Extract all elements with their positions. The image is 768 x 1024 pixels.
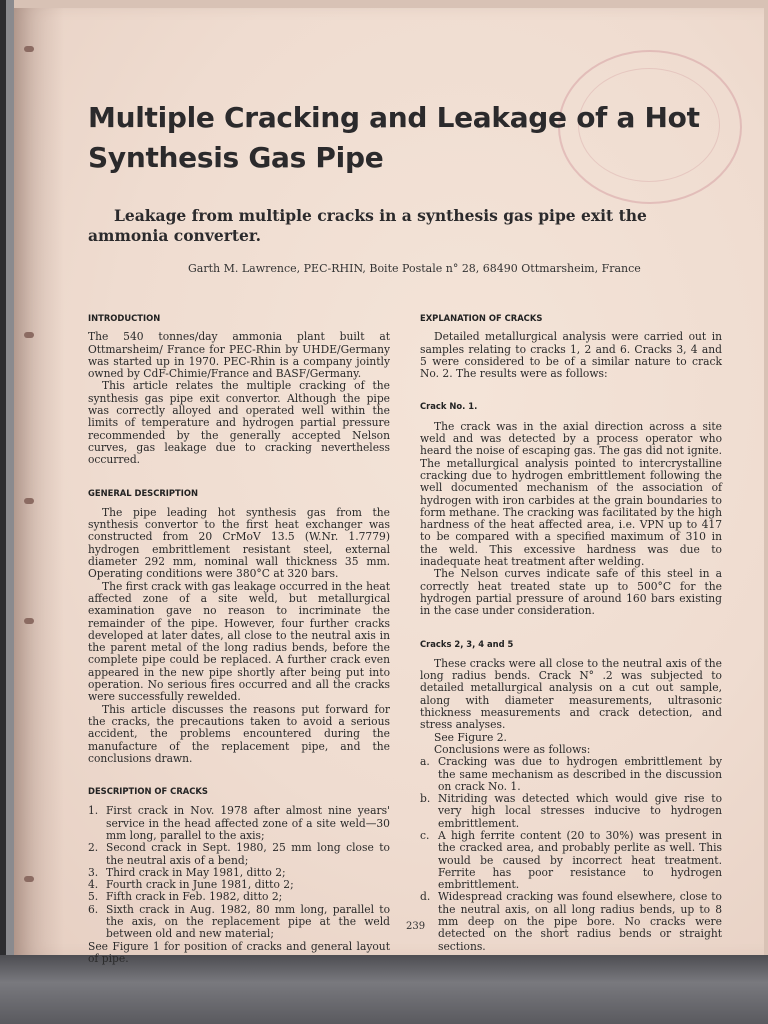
left-column [88,312,390,965]
subsection-heading-cracks-2-5: Cracks 2, 3, 4 and 5 [420,638,514,649]
list-item: 6. Sixth crack in Aug. 1982, 80 mm long, parallel to the axis, on the replacement pipe at the weld between old and new material; [88,902,390,941]
paragraph: Conclusions were as follows: [434,742,591,756]
scanner-bottom-strip [0,955,768,1024]
binder-hole [24,876,34,882]
binder-hole [24,618,34,624]
binder-hole [24,46,34,52]
list-item: 5. Fifth crack in Feb. 1982, ditto 2; [88,890,283,904]
subsection-heading-crack-1: Crack No. 1. [420,401,478,412]
list-item: 2. Second crack in Sept. 1980, 25 mm long close to the neutral axis of a bend; [88,841,390,867]
section-heading-general-description: GENERAL DESCRIPTION [88,487,199,498]
paragraph: This article relates the multiple cracking of the synthesis gas pipe exit convertor. Although the pipe was correctly alloyed and operated well within the limits of temperature and hydrogen partial pressure recommended by the generally accepted Nelson curves, gas leakage due to cracking nevertheless occurred. [88,379,390,467]
article-subtitle: Leakage from multiple cracks in a synthesis gas pipe exit the ammonia converter. [88,206,647,245]
page-binding-shadow [14,8,64,956]
binder-hole [24,498,34,504]
cracks-list [88,805,390,940]
page-number: 239 [406,921,426,932]
section-heading-description-of-cracks: DESCRIPTION OF CRACKS [88,786,208,797]
paragraph: The Nelson curves indicate safe of this steel in a correctly heat treated state up to 500°C for the hydrogen partial pressure of around 160 bars existing in the case under consideration. [420,567,722,618]
list-item: 4. Fourth crack in June 1981, ditto 2; [88,878,294,892]
paragraph: Detailed metallurgical analysis were carried out in samples relating to cracks 1, 2 and 6. Cracks 3, 4 and 5 were considered to be of a similar nature to crack No. 2. The results were as follows: [420,330,722,381]
section-heading-explanation-of-cracks: EXPLANATION OF CRACKS [420,313,543,323]
paragraph: The first crack with gas leakage occurred in the heat affected zone of a site weld, but metallurgical examination gave no reason to incriminate the remainder of the pipe. However, four further cracks developed at later dates, all close to the neutral axis in the parent metal of the long radius bends, before the complete pipe could be replaced. A further crack even appeared in the new pipe shortly after being put into operation. No serious fires occurred and all the cracks were successfully rewelded. [88,579,390,704]
author-affiliation: Garth M. Lawrence, PEC-RHIN, Boite Postale n° 28, 68490 Ottmarsheim, France [188,262,641,275]
paragraph: See Figure 1 for position of cracks and general layout of pipe. [88,939,390,965]
paragraph: The pipe leading hot synthesis gas from the synthesis convertor to the first heat exchanger was constructed from 20 CrMoV 13.5 (W.Nr. 1.7779) hydrogen embrittlement resistant steel, external diameter 292 mm, nominal wall thickness 35 mm. Operating conditions were 380°C at 320 bars. [88,505,390,581]
paragraph: See Figure 2. [434,730,507,744]
list-item: b. Nitriding was detected which would give rise to very high local stresses inducive to hydrogen embrittlement. [420,792,722,830]
conclusions-list [420,756,722,953]
paragraph: This article discusses the reasons put forward for the cracks, the precautions taken to avoid a serious accident, the problems encountered during the manufacture of the replacement pipe, and the conclusions drawn. [88,702,390,765]
list-item: 1. First crack in Nov. 1978 after almost nine years' service in the head affected zone of a site weld—30 mm long, parallel to the axis; [88,804,390,842]
paragraph: These cracks were all close to the neutral axis of the long radius bends. Crack N° .2 was subjected to detailed metallurgical analysis on a cut out sample, along with diameter measurements, ultrasonic thickness measurements and crack detection, and stress analyses. [420,656,722,732]
paragraph: The crack was in the axial direction across a site weld and was detected by a process operator who heard the noise of escaping gas. The gas did not ignite. The metallurgical analysis pointed to intercrystalline cracking due to hydrogen embrittlement following the well documented mechanism of the association of hydrogen with iron carbides at the grain boundaries to form methane. The cracking was facilitated by the high hardness of the heat affected area, i.e. VPN up to 417 to be compared with a specified maximum of 310 in the weld. This excessive hardness was due to inadequate heat treatment after welding. [420,419,722,569]
section-heading-introduction: INTRODUCTION [88,313,161,323]
article-title: Multiple Cracking and Leakage of a Hot Synthesis Gas Pipe [88,101,700,174]
list-item: a. Cracking was due to hydrogen embrittlement by the same mechanism as described in the discussion on crack No. 1. [420,755,722,793]
list-item: d. Widespread cracking was found elsewhere, close to the neutral axis, on all long radius bends, up to 8 mm deep on the pipe bore. No cracks were detected on the short radius bends or straight sections. [420,890,722,953]
binder-hole [24,332,34,338]
paragraph: The 540 tonnes/day ammonia plant built at Ottmarsheim/ France for PEC-Rhin by UHDE/Germany was started up in 1970. PEC-Rhin is a company jointly owned by CdF-Chimie/France and BASF/Germany. [88,330,390,381]
list-item: 3. Third crack in May 1981, ditto 2; [88,865,286,879]
list-item: c. A high ferrite content (20 to 30%) was present in the cracked area, and probably perlite as well. This would be caused by incorrect heat treatment. Ferrite has poor resistance to hydrogen embrittlement. [420,828,722,892]
right-column [420,312,722,953]
